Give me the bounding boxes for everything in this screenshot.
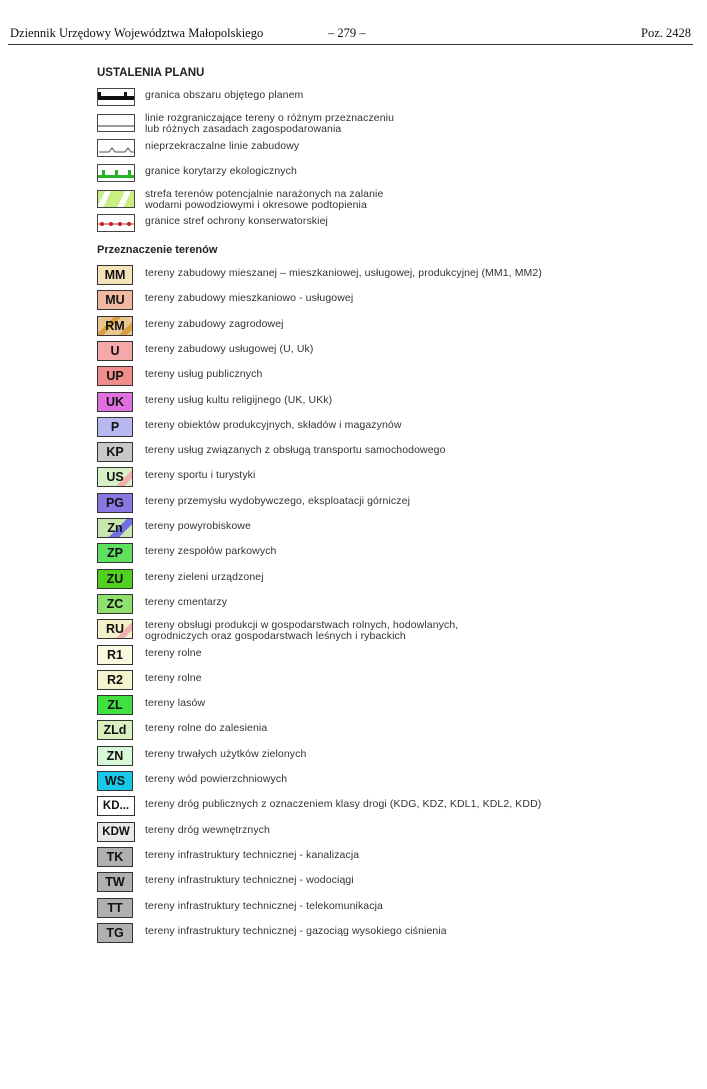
land-use-code-swatch: KD... <box>97 796 135 816</box>
land-use-code-swatch: TW <box>97 872 133 892</box>
land-use-label: tereny rolne <box>145 647 202 659</box>
land-use-row <box>97 921 697 947</box>
land-use-row <box>97 541 697 567</box>
land-use-code-swatch: TK <box>97 847 133 867</box>
plan-item-label: linie rozgraniczające tereny o różnym przeznaczeniu lub różnych zasadach zagospodarowania <box>145 112 395 135</box>
plan-item-building-lines <box>97 139 697 165</box>
land-use-label: tereny cmentarzy <box>145 596 228 608</box>
land-use-code-swatch: ZU <box>97 569 133 589</box>
land-use-row <box>97 769 697 795</box>
land-use-code-swatch: MM <box>97 265 133 285</box>
land-use-code-swatch: U <box>97 341 133 361</box>
land-use-code-swatch: RM <box>97 316 133 336</box>
plan-item-label: nieprzekraczalne linie zabudowy <box>145 140 300 152</box>
land-use-code-swatch: ZLd <box>97 720 133 740</box>
land-use-row <box>97 617 697 643</box>
land-use-row <box>97 288 697 314</box>
land-use-code-swatch: WS <box>97 771 133 791</box>
land-use-code-swatch: KDW <box>97 822 135 842</box>
land-use-section-title: Przeznaczenie terenów <box>97 244 218 256</box>
land-use-row <box>97 263 697 289</box>
land-use-label: tereny infrastruktury technicznej - telekomunikacja <box>145 900 383 912</box>
land-use-row <box>97 592 697 618</box>
land-use-label: tereny dróg wewnętrznych <box>145 824 270 836</box>
land-use-label: tereny obsługi produkcji w gospodarstwach rolnych, hodowlanych, ogrodniczych oraz gospodarstwach leśnych i rybackich <box>145 619 459 642</box>
land-use-row <box>97 896 697 922</box>
land-use-code-swatch: UP <box>97 366 133 386</box>
land-use-label: tereny zabudowy usługowej (U, Uk) <box>145 343 314 355</box>
land-use-code-swatch: PG <box>97 493 133 513</box>
land-use-label: tereny powyrobiskowe <box>145 520 251 532</box>
land-use-label: tereny przemysłu wydobywczego, eksploatacji górniczej <box>145 495 411 507</box>
ecological-corridor-symbol <box>97 164 135 182</box>
land-use-label: tereny infrastruktury technicznej - gazociąg wysokiego ciśnienia <box>145 925 447 937</box>
plan-item-label: granice stref ochrony konserwatorskiej <box>145 215 328 227</box>
journal-title: Dziennik Urzędowy Województwa Małopolskiego <box>10 26 264 40</box>
land-use-code-swatch: Zn <box>97 518 133 538</box>
plan-item-eco-corridors <box>97 164 697 190</box>
land-use-label: tereny infrastruktury technicznej - wodociągi <box>145 874 354 886</box>
land-use-label: tereny wód powierzchniowych <box>145 773 288 785</box>
land-use-code-swatch: RU <box>97 619 133 639</box>
land-use-row <box>97 390 697 416</box>
plan-item-flood-zone <box>97 188 697 214</box>
land-use-code-swatch: KP <box>97 442 133 462</box>
land-use-label: tereny obiektów produkcyjnych, składów i magazynów <box>145 419 402 431</box>
land-use-row <box>97 440 697 466</box>
land-use-row <box>97 491 697 517</box>
land-use-code-swatch: ZL <box>97 695 133 715</box>
land-use-row <box>97 820 697 846</box>
land-use-row <box>97 415 697 441</box>
land-use-row <box>97 794 697 820</box>
land-use-label: tereny usług związanych z obsługą transportu samochodowego <box>145 444 446 456</box>
header-divider <box>8 44 693 45</box>
land-use-row <box>97 465 697 491</box>
plan-section-title: USTALENIA PLANU <box>97 67 205 79</box>
land-use-label: tereny lasów <box>145 697 206 709</box>
page-header <box>10 26 691 44</box>
land-use-label: tereny zespołów parkowych <box>145 545 277 557</box>
land-use-row <box>97 516 697 542</box>
plan-item-boundary <box>97 88 697 114</box>
dividing-line-symbol <box>97 114 135 132</box>
land-use-row <box>97 668 697 694</box>
land-use-label: tereny dróg publicznych z oznaczeniem klasy drogi (KDG, KDZ, KDL1, KDL2, KDD) <box>145 798 542 810</box>
land-use-row <box>97 567 697 593</box>
land-use-code-swatch: R1 <box>97 645 133 665</box>
land-use-label: tereny zabudowy zagrodowej <box>145 318 284 330</box>
land-use-label: tereny rolne <box>145 672 202 684</box>
land-use-code-swatch: R2 <box>97 670 133 690</box>
plan-boundary-symbol <box>97 88 135 106</box>
land-use-row <box>97 845 697 871</box>
flood-zone-symbol <box>97 190 135 208</box>
plan-item-label: strefa terenów potencjalnie narażonych na zalanie wodami powodziowymi i okresowe podtopienia <box>145 188 384 211</box>
land-use-row <box>97 364 697 390</box>
land-use-label: tereny rolne do zalesienia <box>145 722 268 734</box>
plan-item-conservation <box>97 214 697 240</box>
land-use-row <box>97 643 697 669</box>
land-use-row <box>97 314 697 340</box>
conservation-zone-symbol <box>97 214 135 232</box>
land-use-label: tereny zabudowy mieszanej – mieszkaniowej, usługowej, produkcyjnej (MM1, MM2) <box>145 267 542 279</box>
land-use-code-swatch: P <box>97 417 133 437</box>
land-use-code-swatch: ZC <box>97 594 133 614</box>
land-use-row <box>97 339 697 365</box>
building-line-symbol <box>97 139 135 157</box>
land-use-row <box>97 718 697 744</box>
land-use-row <box>97 744 697 770</box>
land-use-code-swatch: US <box>97 467 133 487</box>
land-use-code-swatch: MU <box>97 290 133 310</box>
land-use-code-swatch: ZN <box>97 746 133 766</box>
land-use-row <box>97 870 697 896</box>
land-use-row <box>97 693 697 719</box>
land-use-label: tereny zabudowy mieszkaniowo - usługowej <box>145 292 354 304</box>
land-use-label: tereny trwałych użytków zielonych <box>145 748 307 760</box>
land-use-label: tereny zieleni urządzonej <box>145 571 264 583</box>
plan-item-label: granice korytarzy ekologicznych <box>145 165 297 177</box>
land-use-code-swatch: UK <box>97 392 133 412</box>
page-number: – 279 – <box>328 26 366 40</box>
land-use-label: tereny usług publicznych <box>145 368 263 380</box>
position-number: Poz. 2428 <box>641 26 691 40</box>
land-use-label: tereny usług kultu religijnego (UK, UKk) <box>145 394 333 406</box>
land-use-label: tereny infrastruktury technicznej - kanalizacja <box>145 849 360 861</box>
plan-item-label: granica obszaru objętego planem <box>145 89 304 101</box>
land-use-label: tereny sportu i turystyki <box>145 469 256 481</box>
land-use-code-swatch: ZP <box>97 543 133 563</box>
plan-item-dividing-lines <box>97 112 697 138</box>
land-use-code-swatch: TG <box>97 923 133 943</box>
land-use-code-swatch: TT <box>97 898 133 918</box>
